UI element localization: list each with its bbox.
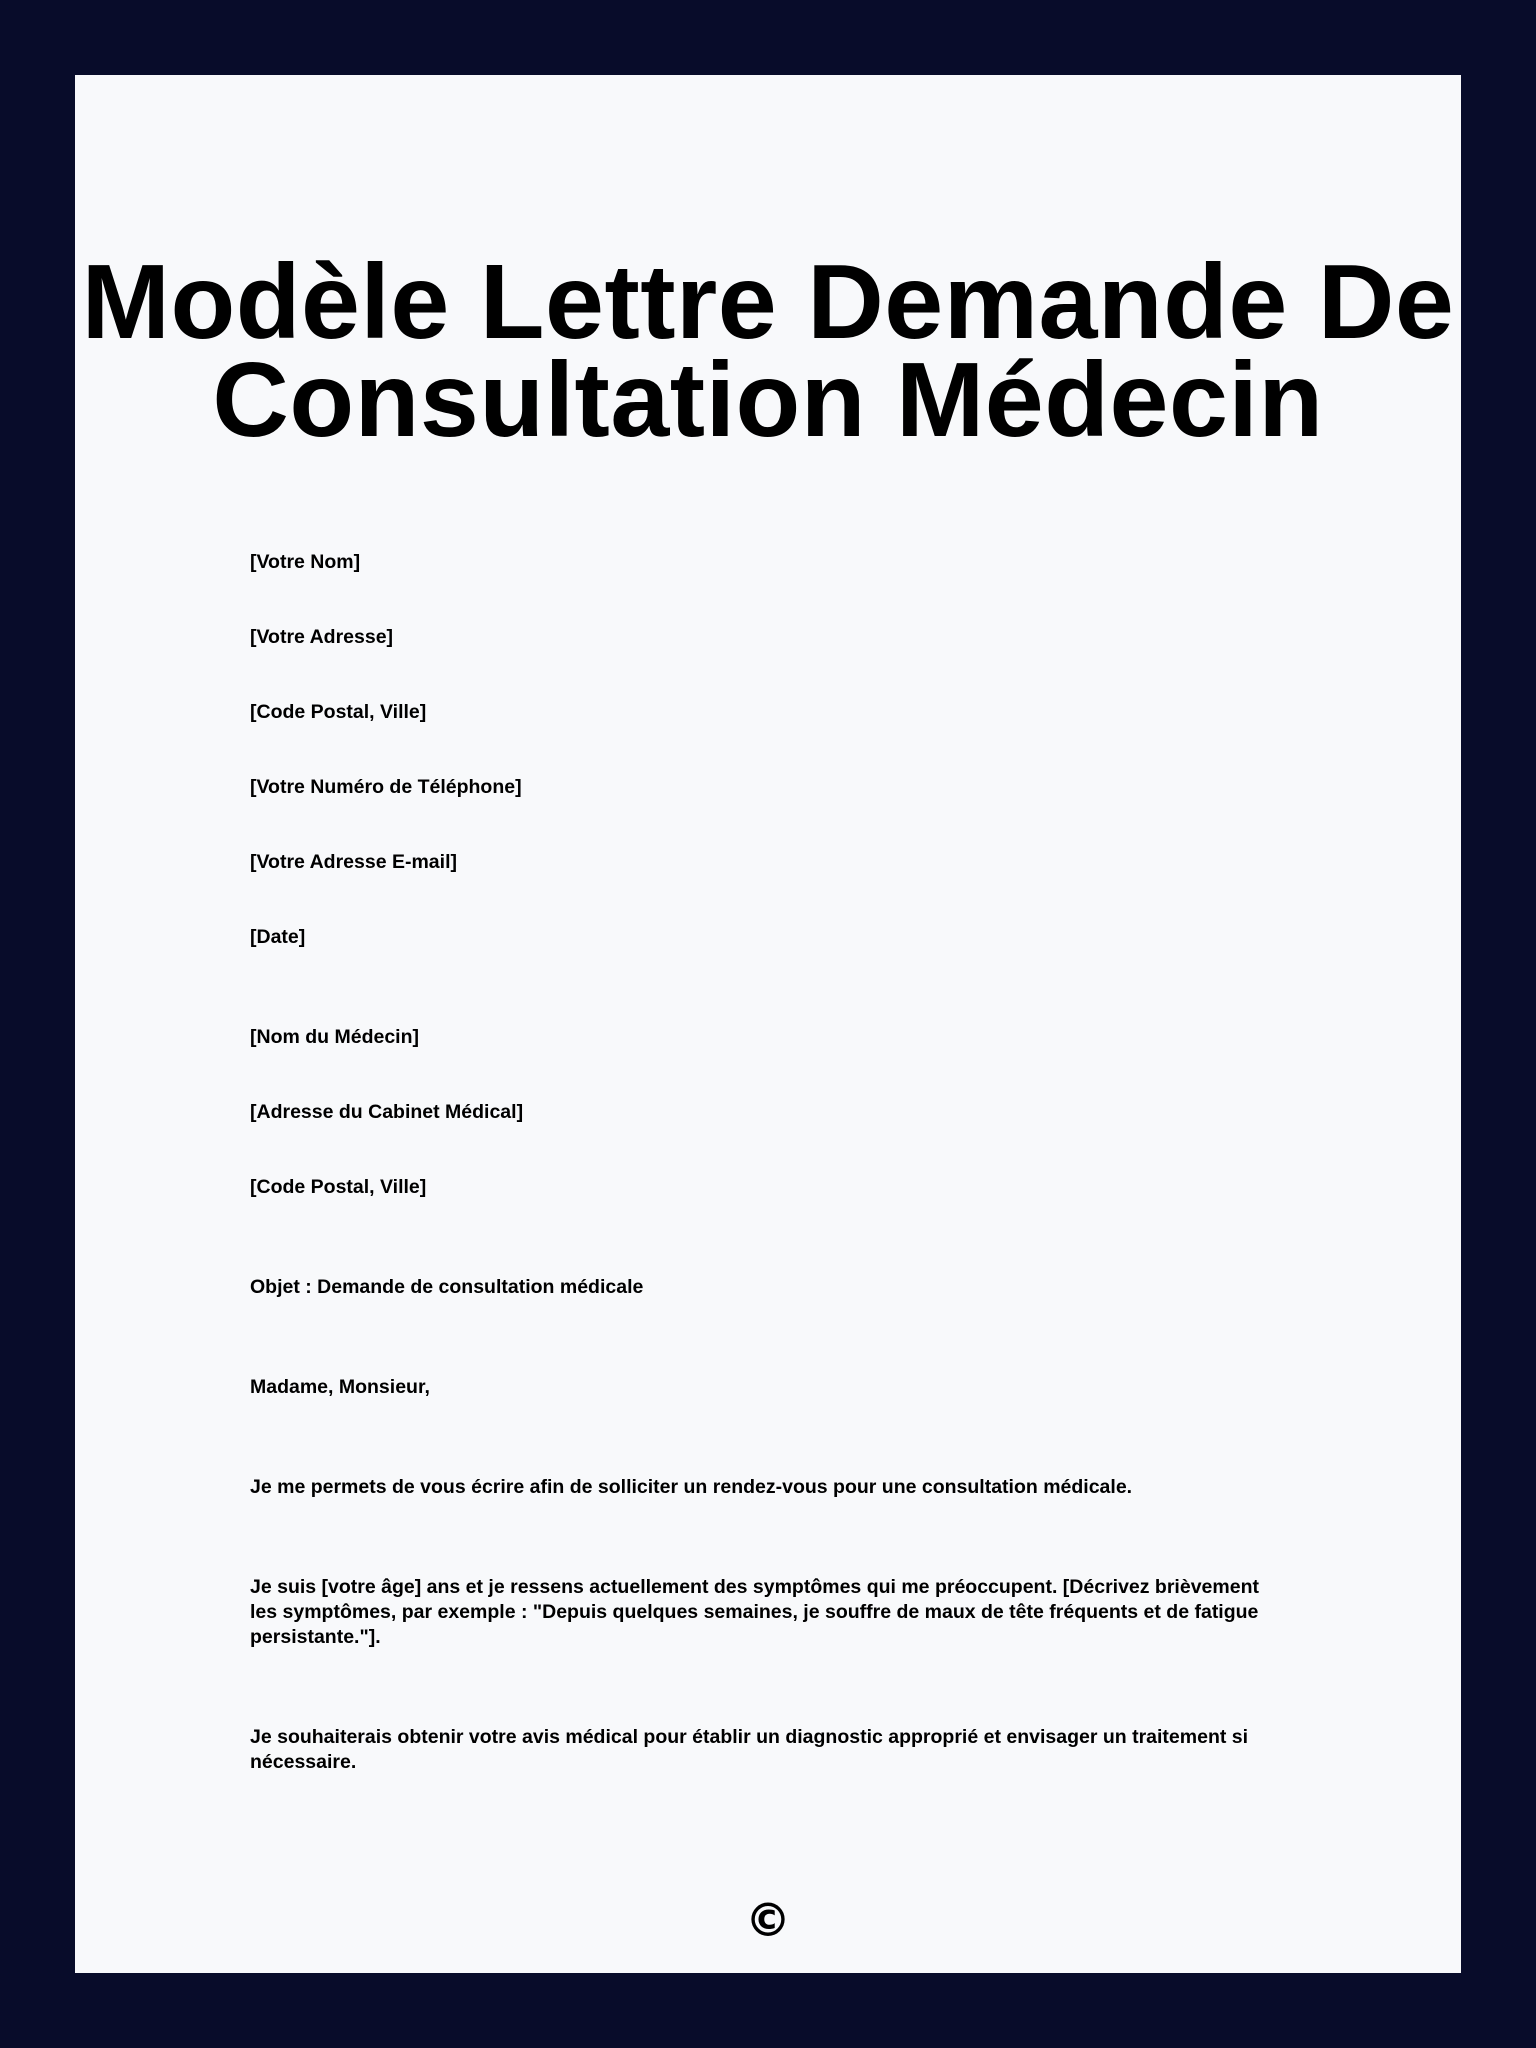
sender-phone: [Votre Numéro de Téléphone] — [250, 776, 522, 798]
copyright-icon: © — [745, 1893, 791, 1947]
recipient-name: [Nom du Médecin] — [250, 1026, 419, 1048]
letter-salutation: Madame, Monsieur, — [250, 1376, 430, 1398]
document-page — [75, 75, 1461, 1973]
sender-name: [Votre Nom] — [250, 551, 361, 573]
recipient-address: [Adresse du Cabinet Médical] — [250, 1101, 524, 1123]
letter-date: [Date] — [250, 926, 306, 948]
letter-paragraph: Je souhaiterais obtenir votre avis médical pour établir un diagnostic approprié et envisager un traitement si nécessaire. — [250, 1726, 1249, 1773]
sender-address: [Votre Adresse] — [250, 626, 394, 648]
letter-paragraph: Je suis [votre âge] ans et je ressens actuellement des symptômes qui me préoccupent. [Décrivez brièvement les symptômes, par exemple : "Depuis quelques semaines, je souffre de maux de tête fréquents et de fatigue persistante."]. — [250, 1576, 1259, 1648]
sender-postal-city: [Code Postal, Ville] — [250, 701, 427, 723]
letter-paragraph: Je me permets de vous écrire afin de solliciter un rendez-vous pour une consultation médicale. — [250, 1476, 1133, 1498]
sender-email: [Votre Adresse E-mail] — [250, 851, 457, 873]
letter-subject: Objet : Demande de consultation médicale — [250, 1276, 644, 1298]
recipient-postal-city: [Code Postal, Ville] — [250, 1176, 427, 1198]
document-title: Modèle Lettre Demande De Consultation Médecin — [81, 243, 1455, 459]
